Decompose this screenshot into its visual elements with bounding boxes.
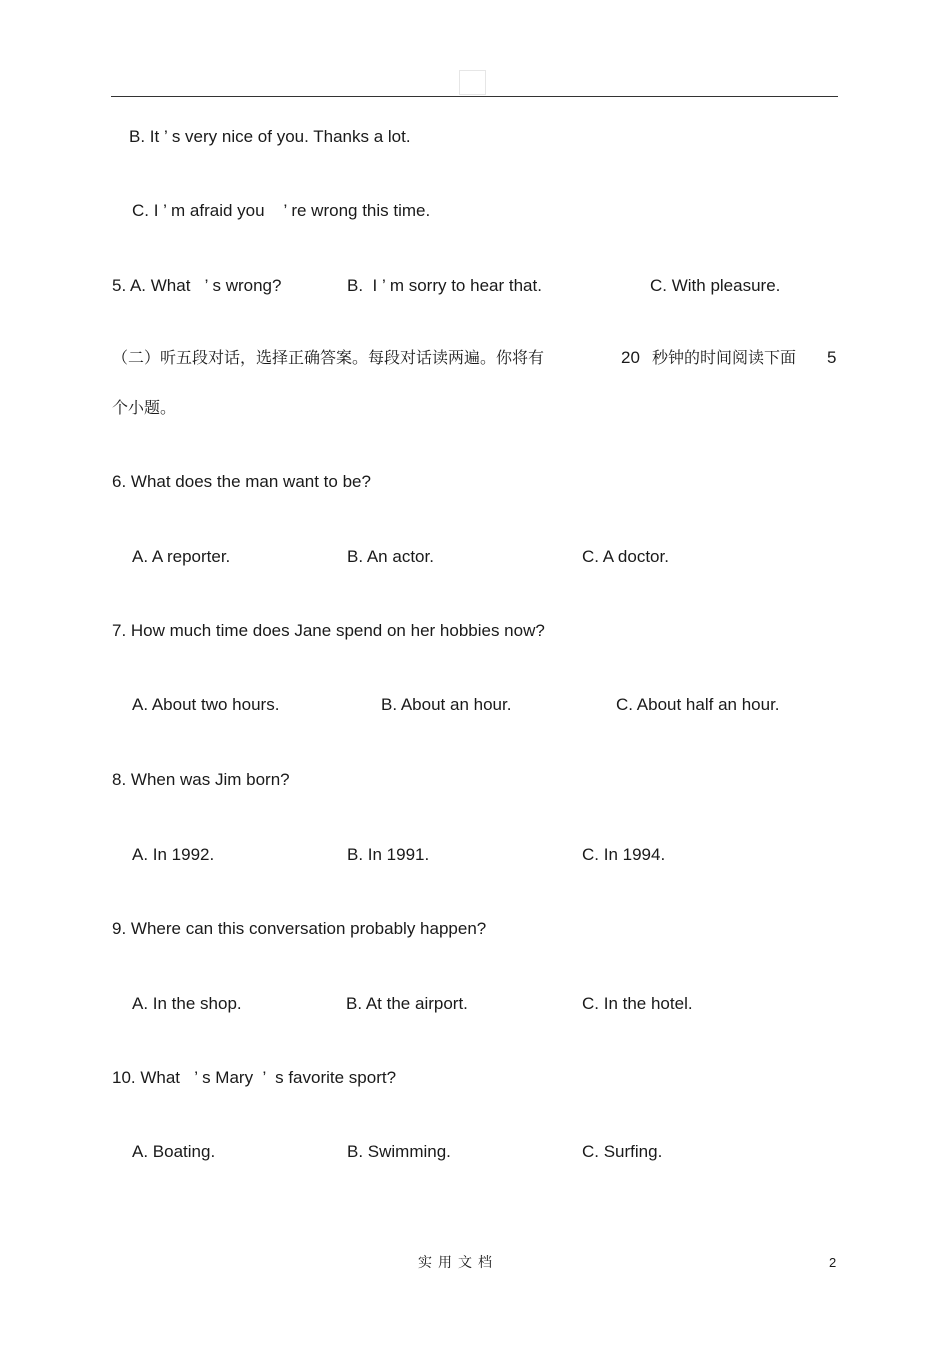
q8-option-a: A. In 1992. xyxy=(132,845,215,864)
section2-seconds: 20 xyxy=(621,348,640,367)
header-rule xyxy=(111,96,838,97)
question-9: 9. Where can this conversation probably happen? xyxy=(112,919,487,938)
section2-count: 5 xyxy=(827,348,837,367)
section2-line1: （二）听五段对话，选择正确答案。每段对话读两遍。你将有 xyxy=(112,348,545,367)
footer-label: 实用文档 xyxy=(418,1255,498,1271)
q10-option-a: A. Boating. xyxy=(132,1142,216,1161)
section2-line1b: 秒钟的时间阅读下面 xyxy=(652,348,797,367)
question-10: 10. What ’ s Mary ’ s favorite sport? xyxy=(112,1068,397,1087)
q9-option-a: A. In the shop. xyxy=(132,994,242,1013)
q6-option-b: B. An actor. xyxy=(347,547,434,566)
q9-option-c: C. In the hotel. xyxy=(582,994,693,1013)
q6-option-c: C. A doctor. xyxy=(582,547,669,566)
q5-option-a: 5. A. What ’ s wrong? xyxy=(112,276,282,295)
question-6: 6. What does the man want to be? xyxy=(112,472,371,491)
q5-option-c: C. With pleasure. xyxy=(650,276,781,295)
q6-option-a: A. A reporter. xyxy=(132,547,231,566)
q8-option-b: B. In 1991. xyxy=(347,845,430,864)
question-8: 8. When was Jim born? xyxy=(112,770,290,789)
q10-option-c: C. Surfing. xyxy=(582,1142,663,1161)
header-box xyxy=(459,70,486,95)
q7-option-a: A. About two hours. xyxy=(132,695,280,714)
q4-option-b: B. It ’ s very nice of you. Thanks a lot. xyxy=(129,127,411,146)
question-7: 7. How much time does Jane spend on her hobbies now? xyxy=(112,621,545,640)
q10-option-b: B. Swimming. xyxy=(347,1142,451,1161)
q7-option-b: B. About an hour. xyxy=(381,695,512,714)
q9-option-b: B. At the airport. xyxy=(346,994,468,1013)
q5-option-b: B. I ’ m sorry to hear that. xyxy=(347,276,542,295)
page-number: 2 xyxy=(829,1255,837,1270)
q7-option-c: C. About half an hour. xyxy=(616,695,780,714)
q4-option-c: C. I ’ m afraid you ’ re wrong this time. xyxy=(132,201,431,220)
section2-line2: 个小题。 xyxy=(112,398,177,417)
q8-option-c: C. In 1994. xyxy=(582,845,666,864)
